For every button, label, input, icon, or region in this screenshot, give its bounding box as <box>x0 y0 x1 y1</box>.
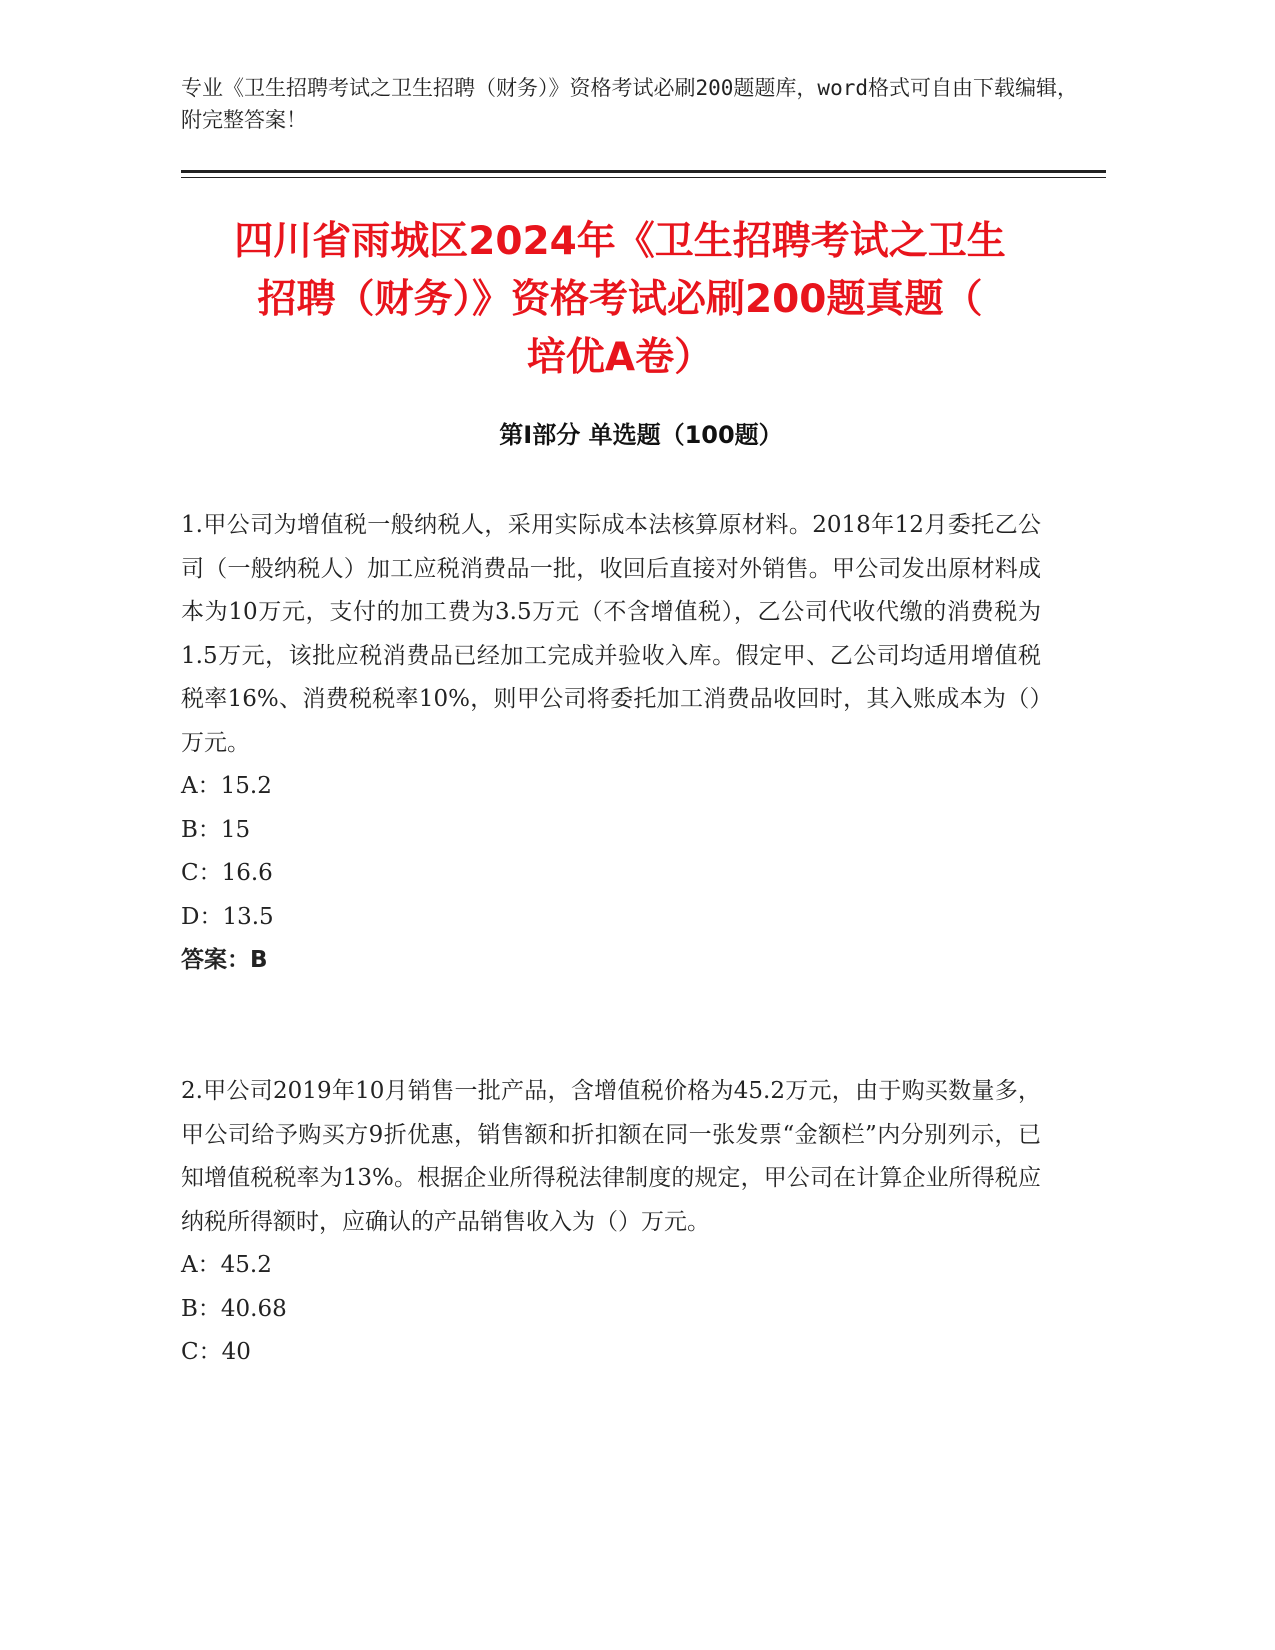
option-b: B：15 <box>181 816 251 843</box>
header-divider-thin <box>181 177 1106 178</box>
option-c: C：40 <box>181 1339 251 1365</box>
section-title: 第Ⅰ部分 单选题（100题） <box>499 421 783 449</box>
header-divider-thick <box>181 170 1106 173</box>
question-block <box>181 504 1041 983</box>
question-stem: 2.甲公司2019年10月销售一批产品，含增值税价格为45.2万元，由于购买数量多，甲公司给予购买方9折优惠，销售额和折扣额在同一张发票“金额栏”内分别列示，已知增值税税率为13%。根据企业所得税法律制度的规定，甲公司在计算企业所得税应纳税所得额时，应确认的产品销售收入为（）万元。 <box>181 1078 1041 1235</box>
document-title <box>160 213 1080 387</box>
question-block <box>181 1070 1041 1375</box>
option-b: B：40.68 <box>181 1295 287 1322</box>
header-note: 专业《卫生招聘考试之卫生招聘（财务）》资格考试必刷200题题库，word格式可自由下载编辑，附完整答案！ <box>181 76 1078 132</box>
title-line: 四川省雨城区2024年《卫生招聘考试之卫生 <box>234 219 1006 264</box>
option-d: D：13.5 <box>181 903 274 930</box>
question-stem: 1.甲公司为增值税一般纳税人，采用实际成本法核算原材料。2018年12月委托乙公司（一般纳税人）加工应税消费品一批，收回后直接对外销售。甲公司发出原材料成本为10万元，支付的加工费为3.5万元（不含增值税），乙公司代收代缴的消费税为1.5万元，该批应税消费品已经加工完成并验收入库。假定甲、乙公司均适用增值税税率16%、消费税税率10%，则甲公司将委托加工消费品收回时，其入账成本为（）万元。 <box>181 512 1041 756</box>
option-a: A：45.2 <box>181 1252 272 1278</box>
answer-line: 答案：B <box>181 947 268 973</box>
option-a: A：15.2 <box>181 773 272 799</box>
title-line: 培优A卷） <box>526 335 714 380</box>
title-line: 招聘（财务）》资格考试必刷200题真题（ <box>257 277 983 322</box>
option-c: C：16.6 <box>181 860 273 886</box>
